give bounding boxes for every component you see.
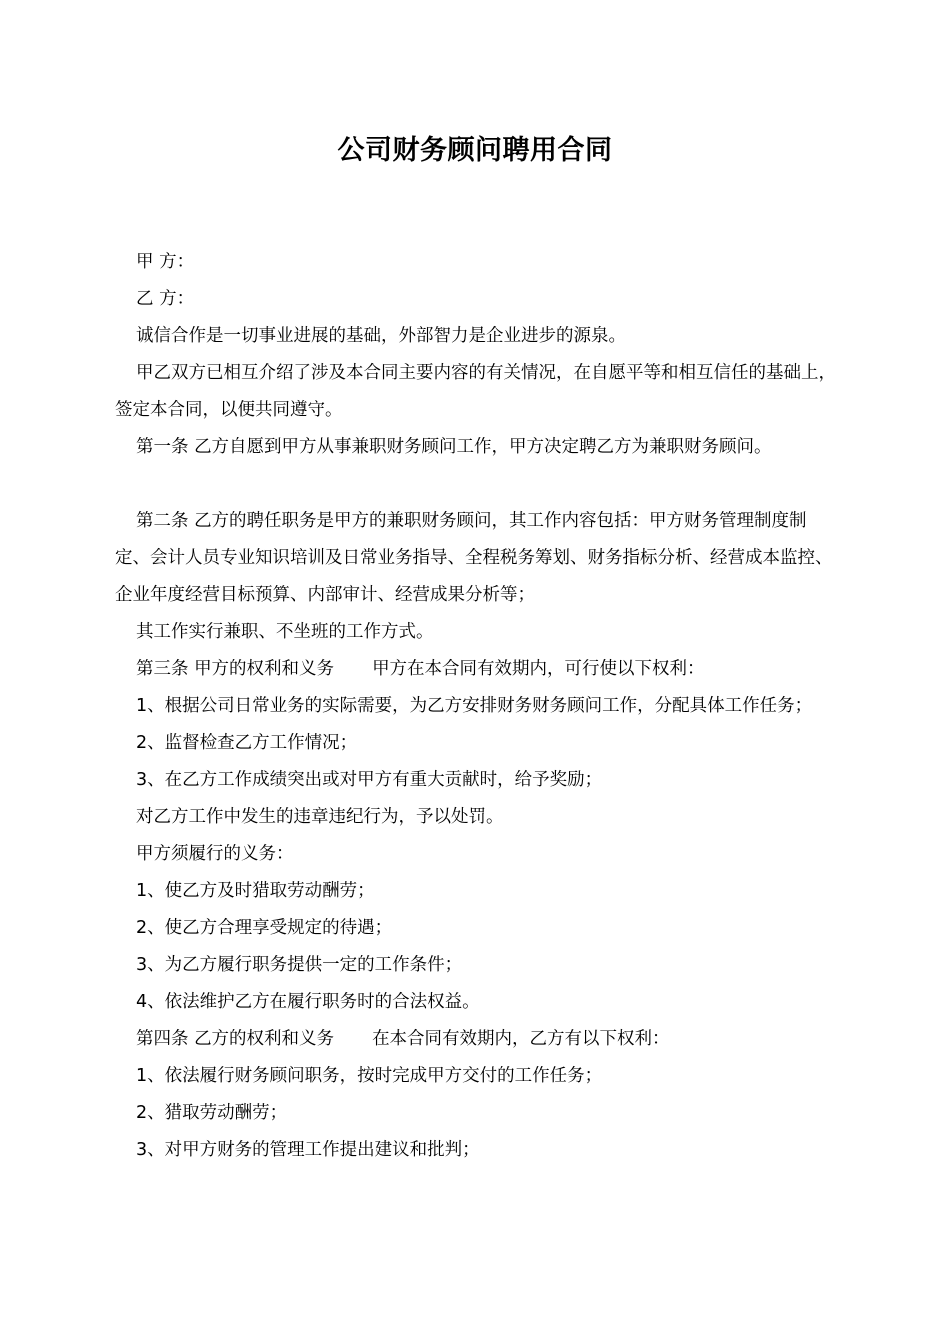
party-a-right-4: 对乙方工作中发生的违章违纪行为，予以处罚。 (136, 807, 504, 827)
party-a-right-3: 3、在乙方工作成绩突出或对甲方有重大贡献时，给予奖励； (136, 770, 603, 790)
article-3-title: 第三条 甲方的权利和义务 (136, 659, 335, 679)
party-b-right-2: 2、猎取劳动酬劳； (136, 1103, 288, 1123)
party-a-duty-2: 2、使乙方合理享受规定的待遇； (136, 918, 393, 938)
party-a-line: 甲 方： (136, 252, 195, 272)
party-a-duty-4: 4、依法维护乙方在履行职务时的合法权益。 (136, 992, 480, 1012)
document-body (115, 244, 837, 1169)
party-a-duty-3: 3、为乙方履行职务提供一定的工作条件； (136, 955, 463, 975)
party-b-right-1: 1、依法履行财务顾问职务，按时完成甲方交付的工作任务； (136, 1066, 603, 1086)
party-a-duty-1: 1、使乙方及时猎取劳动酬劳； (136, 881, 375, 901)
party-b-line: 乙 方： (136, 289, 195, 309)
article-3-rights-intro: 甲方在本合同有效期内，可行使以下权利： (372, 659, 705, 679)
work-mode-paragraph: 其工作实行兼职、不坐班的工作方式。 (136, 622, 434, 642)
preamble-paragraph: 诚信合作是一切事业进展的基础，外部智力是企业进步的源泉。 (136, 326, 626, 346)
article-2-paragraph: 第二条 乙方的聘任职务是甲方的兼职财务顾问，其工作内容包括：甲方财务管理制度制定、会计人员专业知识培训及日常业务指导、全程税务筹划、财务指标分析、经营成本监控、企业年度经营目标预算、内部审计、经营成果分析等； (115, 511, 833, 605)
article-4-rights-intro: 在本合同有效期内，乙方有以下权利： (372, 1029, 670, 1049)
blank-line (115, 466, 837, 503)
article-3-heading (115, 651, 837, 688)
party-a-right-2: 2、监督检查乙方工作情况； (136, 733, 358, 753)
party-b-right-3: 3、对甲方财务的管理工作提出建议和批判； (136, 1140, 480, 1160)
party-a-duty-heading: 甲方须履行的义务： (136, 844, 294, 864)
article-4-heading (115, 1021, 837, 1058)
document-title: 公司财务顾问聘用合同 (337, 135, 613, 166)
party-a-right-1: 1、根据公司日常业务的实际需要，为乙方安排财务财务顾问工作，分配具体工作任务； (136, 696, 813, 716)
article-4-title: 第四条 乙方的权利和义务 (136, 1029, 335, 1049)
article-1-paragraph: 第一条 乙方自愿到甲方从事兼职财务顾问工作，甲方决定聘乙方为兼职财务顾问。 (136, 437, 772, 457)
intro-paragraph: 甲乙双方已相互介绍了涉及本合同主要内容的有关情况，在自愿平等和相互信任的基础上，签定本合同，以便共同遵守。 (115, 363, 836, 420)
